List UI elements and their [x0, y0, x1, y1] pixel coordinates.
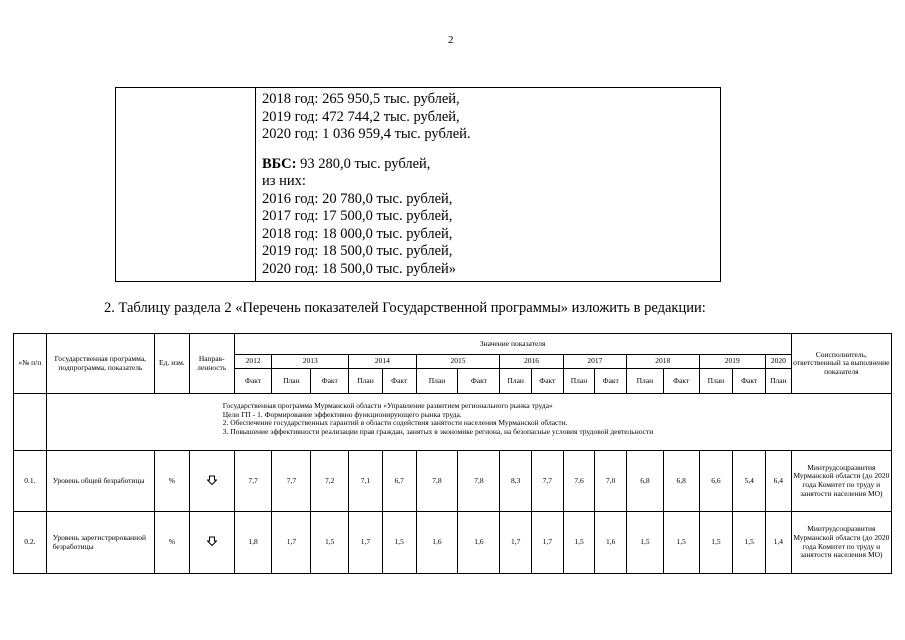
value-cell: 1,5 [733, 512, 766, 574]
subheader: Факт [458, 369, 500, 394]
header-responsible: Соисполнитель, ответственный за выполнение показателя [791, 334, 891, 394]
row-name: Уровень общей безработицы [46, 451, 154, 512]
subheader: План [699, 369, 733, 394]
goals-line: Цели ГП - 1. Формирование эффективно функционирующего рынка труда. [222, 409, 462, 419]
value-cell: 1,7 [272, 512, 311, 574]
indicators-table [13, 333, 892, 574]
header-direction: Направ-ленность [189, 334, 234, 394]
subheader: Факт [532, 369, 564, 394]
finance-line: 2018 год: 265 950,5 тыс. рублей, [262, 91, 460, 107]
year-header: 2013 [272, 355, 349, 369]
vbs-line: 2019 год: 18 500,0 тыс. рублей, [262, 243, 453, 259]
row-unit: % [155, 512, 190, 574]
subheader: Факт [234, 369, 272, 394]
row-responsible: Минтрудсоцразвития Мурманской области (до 2020 года Комитет по труду и занятости населения МО) [791, 451, 891, 512]
row-num: 0.2. [14, 512, 47, 574]
vbs-line: 2018 год: 18 000,0 тыс. рублей, [262, 225, 453, 242]
subheader: План [349, 369, 383, 394]
value-cell: 1,5 [563, 512, 595, 574]
page-number: 2 [448, 34, 454, 46]
subheader: План [416, 369, 458, 394]
year-header: 2015 [416, 355, 500, 369]
vbs-line: из них: [262, 173, 306, 189]
section-heading: 2. Таблицу раздела 2 «Перечень показателей Государственной программы» изложить в редакции: [104, 300, 706, 316]
row-responsible: Минтрудсоцразвития Мурманской области (до 2020 года Комитет по труду и занятости населения МО) [791, 512, 891, 574]
value-cell: 1,7 [349, 512, 383, 574]
value-cell: 7,7 [272, 451, 311, 512]
value-cell: 1,5 [627, 512, 664, 574]
value-cell: 8,3 [500, 451, 532, 512]
value-cell: 6,4 [765, 451, 791, 512]
header-num: «№ п/п [14, 334, 47, 394]
value-cell: 7,6 [563, 451, 595, 512]
year-header: 2017 [563, 355, 626, 369]
finance-line: 2019 год: 472 744,2 тыс. рублей, [262, 108, 460, 125]
vbs-line: 2020 год: 18 500,0 тыс. рублей» [262, 260, 457, 277]
goals-cell [46, 394, 891, 451]
goals-line: 3. Повышение эффективности реализации прав граждан, занятых в экономике региона, на безопасные условия трудовой деятельности [222, 426, 654, 436]
down-arrow-icon [207, 475, 217, 485]
subheader: Факт [595, 369, 627, 394]
value-cell: 1,4 [765, 512, 791, 574]
value-cell: 5,4 [733, 451, 766, 512]
subheader: Факт [382, 369, 416, 394]
subheader: Факт [663, 369, 699, 394]
subheader: Факт [733, 369, 766, 394]
row-num: 0.1. [14, 451, 47, 512]
value-cell: 1,6 [458, 512, 500, 574]
value-cell: 7,0 [595, 451, 627, 512]
header-value: Значение показателя [234, 334, 791, 355]
value-cell: 1,6 [595, 512, 627, 574]
row-direction [189, 451, 234, 512]
goals-line: Государственная программа Мурманской области «Управление развитием регионального рынка труда» [222, 401, 553, 410]
header-program: Государственная программа, подпрограмма, показатель [46, 334, 154, 394]
subheader: План [500, 369, 532, 394]
vbs-line: 2017 год: 17 500,0 тыс. рублей, [262, 208, 453, 224]
header-unit: Ед. изм. [155, 334, 190, 394]
year-header: 2020 [765, 355, 791, 369]
row-unit: % [155, 451, 190, 512]
subheader: План [765, 369, 791, 394]
subheader: Факт [311, 369, 349, 394]
financing-box [115, 87, 721, 282]
value-cell: 6,8 [627, 451, 664, 512]
value-cell: 1,8 [234, 512, 272, 574]
value-cell: 7,7 [532, 451, 564, 512]
value-cell: 1,7 [500, 512, 532, 574]
value-cell: 7,8 [416, 451, 458, 512]
vbs-label: ВБС: [262, 155, 297, 172]
goals-empty-cell [14, 394, 47, 451]
column-divider [255, 88, 256, 281]
year-header: 2019 [699, 355, 765, 369]
year-header: 2014 [349, 355, 416, 369]
subheader: План [272, 369, 311, 394]
vbs-value: 93 280,0 тыс. рублей, [296, 155, 431, 172]
vbs-line: 2016 год: 20 780,0 тыс. рублей, [262, 190, 453, 207]
year-header: 2012 [234, 355, 272, 369]
year-header: 2016 [500, 355, 563, 369]
value-cell: 6,6 [699, 451, 733, 512]
financing-text [262, 91, 471, 278]
value-cell: 7,2 [311, 451, 349, 512]
value-cell: 6,8 [663, 451, 699, 512]
vbs-line [262, 156, 471, 174]
subheader: План [627, 369, 664, 394]
row-direction [189, 512, 234, 574]
finance-line: 2020 год: 1 036 959,4 тыс. рублей. [262, 126, 471, 142]
value-cell: 1,5 [699, 512, 733, 574]
year-header: 2018 [627, 355, 700, 369]
table-row [14, 451, 892, 512]
value-cell: 1,5 [382, 512, 416, 574]
value-cell: 1,7 [532, 512, 564, 574]
value-cell: 7,8 [458, 451, 500, 512]
subheader: План [563, 369, 595, 394]
row-name: Уровень зарегистрированной безработицы [46, 512, 154, 574]
value-cell: 7,1 [349, 451, 383, 512]
value-cell: 1,6 [416, 512, 458, 574]
value-cell: 7,7 [234, 451, 272, 512]
value-cell: 6,7 [382, 451, 416, 512]
down-arrow-icon [207, 536, 217, 546]
value-cell: 1,5 [311, 512, 349, 574]
value-cell: 1,5 [663, 512, 699, 574]
goals-line: 2. Обеспечение государственных гарантий в области содействия занятости населения Мурманской области. [222, 418, 568, 428]
table-row [14, 512, 892, 574]
